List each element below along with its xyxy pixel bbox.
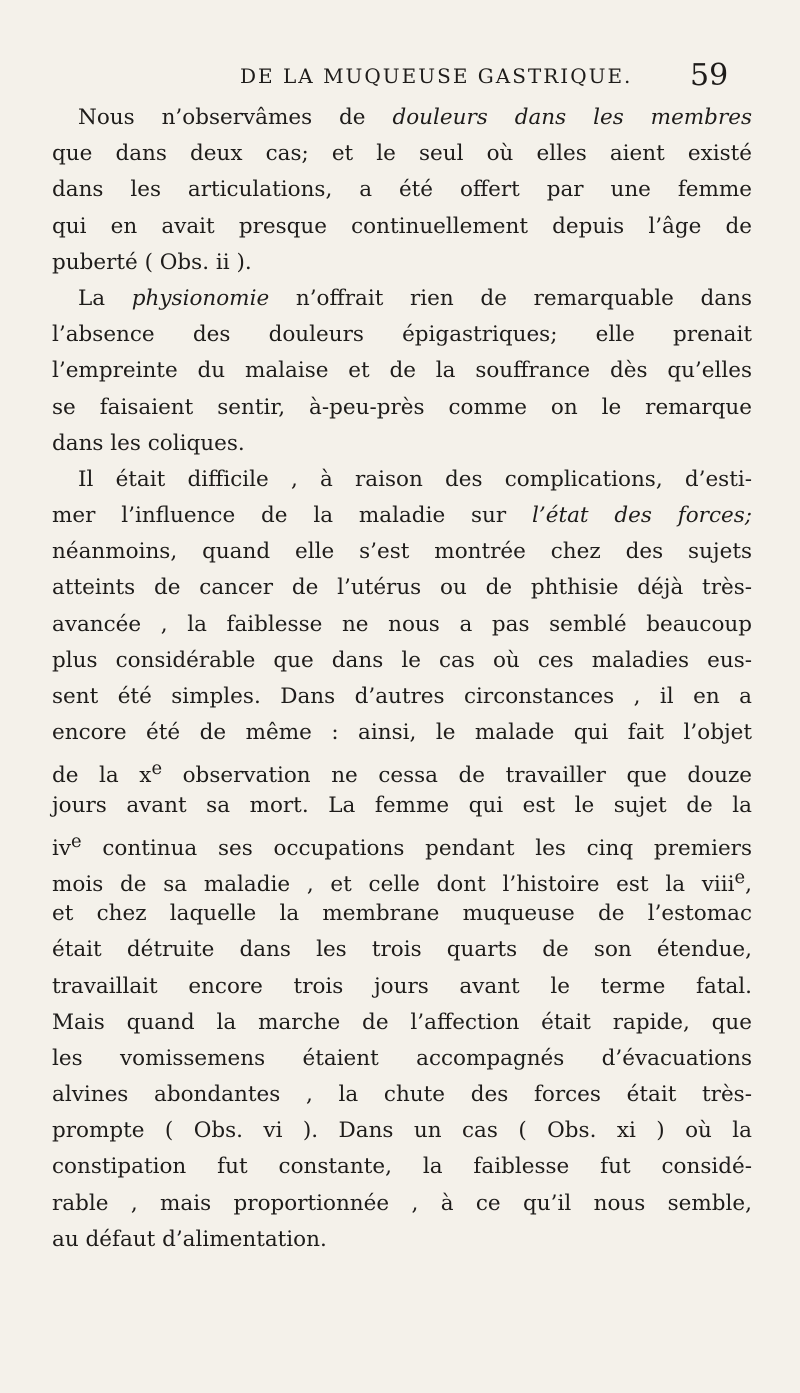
text-line: néanmoins, quand elle s’est montrée chez des sujets [52,539,752,565]
text-line: plus considérable que dans le cas où ces maladies eus- [52,647,752,673]
running-head [0,58,800,102]
text-line: que dans deux cas; et le seul où elles aient existé [52,141,752,167]
text-line: et chez laquelle la membrane muqueuse de l’estomac [52,901,752,927]
running-title: DE LA MUQUEUSE GASTRIQUE. [240,64,633,88]
text-line: constipation fut constante, la faiblesse fut considé- [52,1154,752,1180]
text-line: encore été de même : ainsi, le malade qui fait l’objet [52,720,752,746]
text-line: était détruite dans les trois quarts de son étendue, [52,937,752,963]
text-line: atteints de cancer de l’utérus ou de phthisie déjà très- [52,575,752,601]
text-line: rable , mais proportionnée , à ce qu’il nous semble, [52,1190,752,1216]
text-line: les vomissemens étaient accompagnés d’évacuations [52,1045,752,1071]
text-line: avancée , la faiblesse ne nous a pas semblé beaucoup [52,611,752,637]
text-line: de la $x^e$ observation ne cessa de travailler que douze [52,758,752,789]
text-line: prompte ( Obs. vi ). Dans un cas ( Obs. xi ) où la [52,1118,752,1144]
text-line: La physionomie n’offrait rien de remarquable dans [78,285,752,311]
body-text [52,100,752,1258]
text-line: mois de sa maladie , et celle dont l’histoire est la viii$^e$, [52,866,752,898]
text-line: l’absence des douleurs épigastriques; elle prenait [52,322,752,348]
text-line: Il était difficile , à raison des complications, d’esti- [78,466,752,492]
text-line: dans les articulations, a été offert par une femme [52,177,752,203]
text-line: jours avant sa mort. La femme qui est le sujet de la [52,792,752,818]
text-line: travaillait encore trois jours avant le terme fatal. [52,973,752,999]
text-line: qui en avait presque continuellement depuis l’âge de [52,213,752,239]
text-line: Mais quand la marche de l’affection était rapide, que [52,1009,752,1035]
text-line: sent été simples. Dans d’autres circonstances , il en a [52,684,752,709]
text-line: $iv^e$ continua ses occupations pendant les cinq premiers [52,830,752,861]
text-line: au défaut d’alimentation. [52,1226,327,1252]
text-line: l’empreinte du malaise et de la souffrance dès qu’elles [52,358,752,384]
text-line: mer l’influence de la maladie sur l’état des forces; [52,503,752,529]
text-line: se faisaient sentir, à-peu-près comme on le remarque [52,394,752,420]
text-line: alvines abondantes , la chute des forces était très- [52,1082,752,1108]
text-line: dans les coliques. [52,430,245,456]
page-number: 59 [690,58,729,93]
text-line: Nous n’observâmes de douleurs dans les membres [78,105,752,130]
text-line: puberté ( Obs. ii ). [52,249,252,275]
